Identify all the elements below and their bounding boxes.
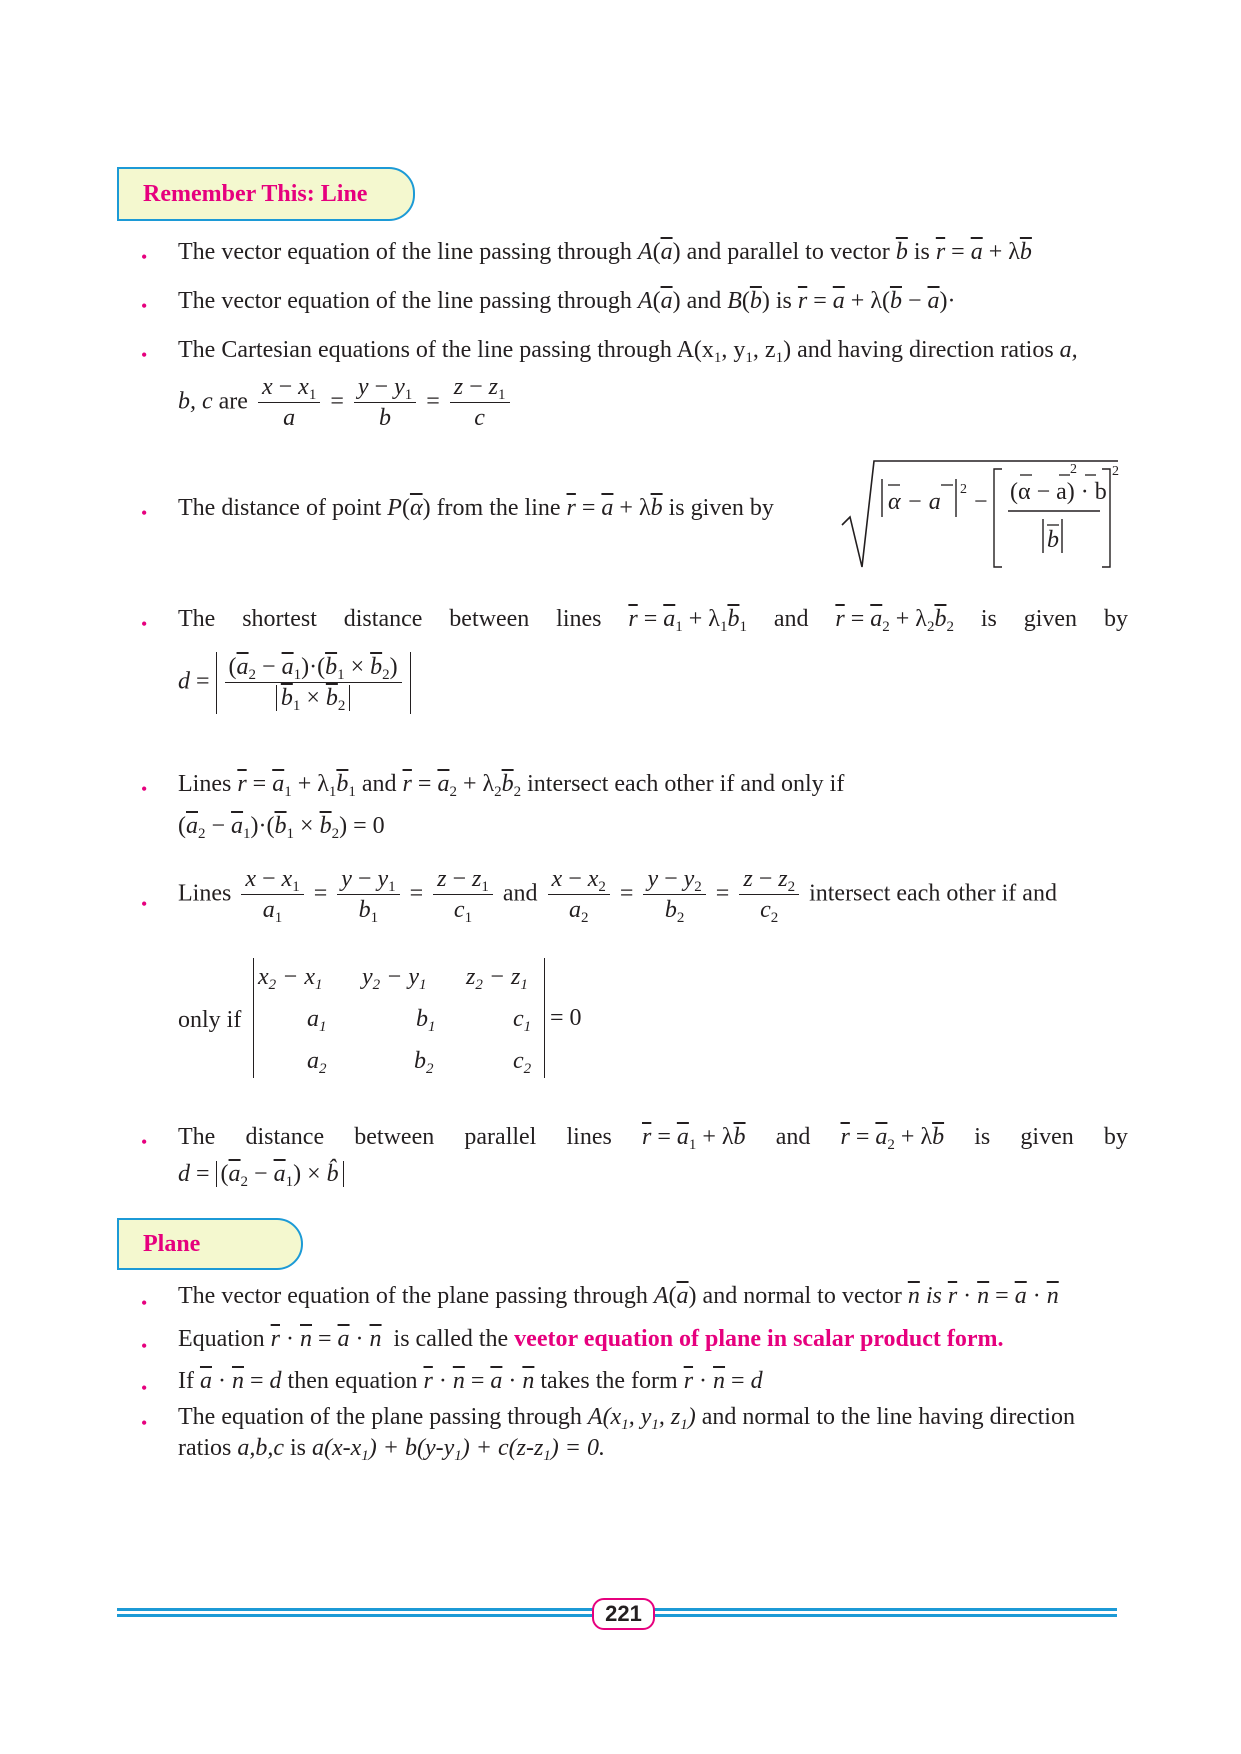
bullet-line-cartesian: The Cartesian equations of the line passing through $A(x_1$, $y_1$, $z_1$) and having direction ratios a, [178, 337, 1078, 366]
determinant-equals-zero: = 0 [550, 1005, 582, 1031]
svg-text:2: 2 [1070, 462, 1077, 477]
bullet-icon: • [141, 1336, 148, 1356]
bullet-icon: • [141, 1378, 148, 1398]
section-tab-line [117, 167, 415, 221]
section-tab-plane [117, 1218, 303, 1270]
svg-text:α − a: α − a [888, 489, 941, 515]
bullet-icon: • [141, 779, 148, 799]
matrix-cell: $x_2 - x_1$ [258, 964, 323, 993]
only-if-label: only if [178, 1007, 242, 1033]
matrix-cell: $y_2 - y_1$ [362, 964, 427, 993]
bullet-icon: • [141, 1132, 148, 1152]
bullet-line-vector-two-points: The vector equation of the line passing through $A(\overline{a})$ and $B(\overline{b})$ is $\overline{r} = \overline{a} + \lambda(\overline{b} - \overline{a})\cdot$ [178, 288, 956, 314]
bullet-icon: • [141, 345, 148, 365]
bullet-line-shortest-distance: The shortest distance between lines $\overline{r} = \overline{a}_1 + \lambda_1\overline{b}_1$ and $\overline{r} = \overline{a}_2 + \lambda_2\overline{b}_2$ is given by [178, 606, 1128, 635]
plane-vector-equation: The vector equation of the plane passing through $A(\overline{a})$ and normal to vector $\overline{n}$ is $\overline{r} \cdot \overline{n} = \overline{a} \cdot \overline{n}$ [178, 1283, 1059, 1309]
section-title: Remember This: Line [143, 180, 368, 207]
distance-radical-formula [840, 455, 1120, 575]
page-number: 221 [592, 1598, 655, 1630]
bullet-icon: • [141, 503, 148, 523]
bullet-line-vector-parallel: The vector equation of the line passing through $A(\overline{a})$ and parallel to vector $\overline{b}$ is $\overline{r} = \overline{a} + \lambda\overline{b}$ [178, 239, 1032, 265]
matrix-cell: $b_2$ [414, 1048, 434, 1077]
bullet-line-parallel-distance: The distance between parallel lines $\overline{r} = \overline{a}_1 + \lambda\overline{b}$ and $\overline{r} = \overline{a}_2 + \lambda\overline{b}$ is given by [178, 1124, 1128, 1153]
bullet-line-point-distance: The distance of point $P(\overline{\alpha})$ from the line $\overline{r} = \overline{a} + \lambda\overline{b}$ is given by [178, 495, 774, 521]
matrix-cell: $a_2$ [307, 1048, 327, 1077]
svg-text:(α − a) · b: (α − a) · b [1010, 479, 1107, 505]
matrix-cell: $z_2 - z_1$ [466, 964, 528, 993]
matrix-cell: $c_2$ [513, 1048, 532, 1077]
svg-text:−: − [974, 489, 988, 515]
shortest-distance-formula: d = $\frac{(\overline{a}_2 - \overline{a}_1)\cdot(\overline{b}_1 \times \overline{b}_2)}{\overline{b}_1 \times \overline{b}_2}$ [178, 652, 411, 714]
matrix-cell: $a_1$ [307, 1006, 327, 1035]
bullet-icon: • [141, 614, 148, 634]
bullet-icon: • [141, 296, 148, 316]
bullet-icon: • [141, 1293, 148, 1313]
bullet-line-intersect-cartesian: Lines $\frac{x - x_1}{a_1}$ = $\frac{y - y_1}{b_1}$ = $\frac{z - z_1}{c_1}$ and $\frac{x - x_2}{a_2}$ = $\frac{y - y_2}{b_2}$ = $\frac{z - z_2}{c_2}$ intersect each other if and [178, 866, 1057, 926]
bullet-icon: • [141, 1413, 148, 1433]
plane-cartesian-equation: The equation of the plane passing through $A(x_1$, $y_1$, $z_1$) and normal to the line having direction [178, 1404, 1075, 1433]
section-title: Plane [143, 1230, 201, 1257]
matrix-cell: $b_1$ [416, 1006, 436, 1035]
plane-cartesian-equation-cont: ratios a,b,c is $a(x-x_1) + b(y-y_1) + c(z-z_1) = 0$. [178, 1435, 605, 1464]
bullet-icon: • [141, 894, 148, 914]
cartesian-equation: b, c are $\frac{x - x_1}{a}$ = $\frac{y - y_1}{b}$ = $\frac{z - z_1}{c}$ [178, 372, 514, 434]
plane-scalar-product-form: Equation $\overline{r} \cdot \overline{n} = \overline{a} \cdot \overline{n}$ is called the veetor equation of plane in scalar product form. [178, 1326, 1004, 1352]
highlight-term: veetor equation of plane in scalar product form. [514, 1326, 1004, 1352]
plane-normal-form: If $\overline{a} \cdot \overline{n} = d$ then equation $\overline{r} \cdot \overline{n} = \overline{a} \cdot \overline{n}$ takes the form $\overline{r} \cdot \overline{n} = d$ [178, 1368, 763, 1394]
parallel-distance-formula: $d = (\overline{a}_2 - \overline{a}_1)$ × b̂ [178, 1160, 344, 1189]
intersect-condition: $(\overline{a}_2 - \overline{a}_1)\cdot(\overline{b}_1 \times \overline{b}_2) = 0$ [178, 813, 385, 842]
bullet-icon: • [141, 247, 148, 267]
svg-text:2: 2 [1112, 464, 1119, 479]
svg-text:b: b [1047, 527, 1059, 553]
svg-text:2: 2 [960, 482, 967, 497]
matrix-cell: $c_1$ [513, 1006, 532, 1035]
bullet-line-intersect-vector: Lines $\overline{r} = \overline{a}_1 + \lambda_1\overline{b}_1$ and $\overline{r} = \overline{a}_2 + \lambda_2\overline{b}_2$ intersect each other if and only if [178, 771, 845, 800]
